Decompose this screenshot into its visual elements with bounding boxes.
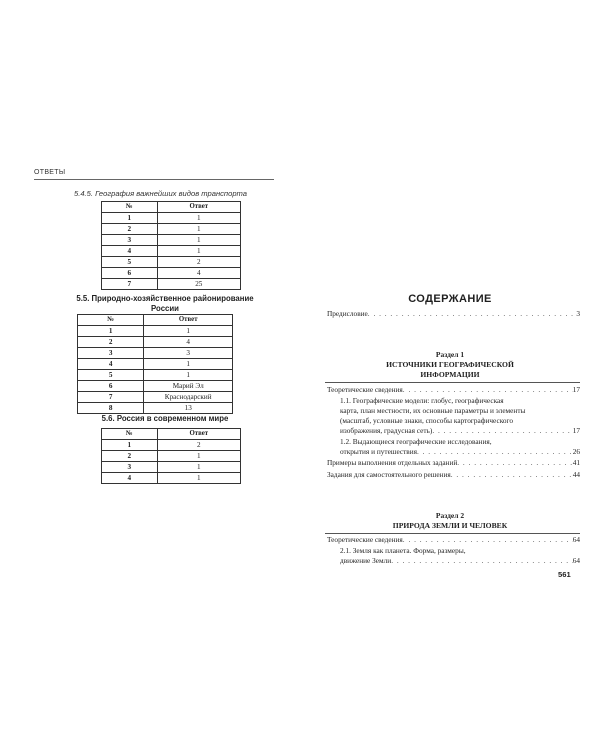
page-number: 561 bbox=[558, 570, 571, 579]
answer-cell: 1 bbox=[157, 462, 240, 473]
toc-leader-dots bbox=[417, 447, 573, 457]
answer-cell: 2 bbox=[157, 257, 240, 268]
answer-cell: 1 bbox=[157, 451, 240, 462]
column-header-answer: Ответ bbox=[157, 202, 240, 213]
answer-cell: 1 bbox=[144, 326, 233, 337]
answer-cell: 1 bbox=[157, 213, 240, 224]
toc-leader-dots bbox=[368, 309, 577, 319]
razdel-2-title: ПРИРОДА ЗЕМЛИ И ЧЕЛОВЕК bbox=[392, 521, 508, 530]
answer-cell: 1 bbox=[144, 370, 233, 381]
table-row bbox=[78, 337, 233, 348]
task-number-cell: 5 bbox=[102, 257, 158, 268]
table-row bbox=[102, 224, 241, 235]
header-rule bbox=[34, 179, 274, 180]
table-row bbox=[78, 392, 233, 403]
answer-cell: 4 bbox=[144, 337, 233, 348]
toc-page-number: 3 bbox=[576, 309, 580, 318]
table-row bbox=[102, 268, 241, 279]
answer-cell: 1 bbox=[144, 359, 233, 370]
task-number-cell: 3 bbox=[102, 462, 158, 473]
task-number-cell: 4 bbox=[102, 473, 158, 484]
table-row bbox=[78, 403, 233, 414]
task-number-cell: 4 bbox=[102, 246, 158, 257]
toc-page-number: 64 bbox=[572, 556, 580, 565]
table-header-row bbox=[102, 202, 241, 213]
toc-leader-dots bbox=[391, 556, 573, 566]
toc-entry-text: Теоретические сведения bbox=[327, 535, 403, 544]
task-number-cell: 2 bbox=[78, 337, 144, 348]
answer-cell: 1 bbox=[157, 235, 240, 246]
toc-title: СОДЕРЖАНИЕ bbox=[408, 293, 492, 305]
toc-item-1-2-line1: 1.2. Выдающиеся географические исследования, bbox=[340, 437, 492, 446]
razdel-1-title-line1: ИСТОЧНИКИ ГЕОГРАФИЧЕСКОЙ bbox=[386, 360, 514, 369]
table-row bbox=[102, 473, 241, 484]
toc-page-number: 64 bbox=[572, 535, 580, 544]
toc-page-number: 44 bbox=[572, 470, 580, 479]
toc-entry-text: движение Земли bbox=[340, 556, 392, 565]
answer-cell: 1 bbox=[157, 224, 240, 235]
table-row bbox=[78, 326, 233, 337]
answer-cell: Марий Эл bbox=[144, 381, 233, 392]
answer-cell: Краснодарский bbox=[144, 392, 233, 403]
answer-table-55 bbox=[77, 314, 233, 414]
answer-table-56 bbox=[101, 428, 241, 484]
toc-leader-dots bbox=[403, 535, 573, 545]
column-header-answer: Ответ bbox=[157, 429, 240, 440]
toc-entry-text: изображения, градусная сеть) bbox=[340, 426, 433, 435]
task-number-cell: 1 bbox=[78, 326, 144, 337]
table-header-row bbox=[78, 315, 233, 326]
column-header-number: № bbox=[102, 202, 158, 213]
toc-divider bbox=[325, 382, 580, 383]
answer-cell: 4 bbox=[157, 268, 240, 279]
table-row bbox=[102, 257, 241, 268]
toc-item-2-1-line2 bbox=[340, 556, 580, 566]
task-number-cell: 1 bbox=[102, 440, 158, 451]
task-number-cell: 6 bbox=[78, 381, 144, 392]
column-header-number: № bbox=[78, 315, 144, 326]
task-number-cell: 7 bbox=[78, 392, 144, 403]
toc-leader-dots bbox=[457, 458, 572, 468]
toc-leader-dots bbox=[403, 385, 573, 395]
answer-cell: 1 bbox=[157, 246, 240, 257]
section-56-title: 5.6. Россия в современном мире bbox=[101, 414, 229, 423]
toc-page-number: 26 bbox=[572, 447, 580, 456]
section-545-title: 5.4.5. География важнейших видов транспорта bbox=[74, 189, 248, 198]
table-row bbox=[102, 213, 241, 224]
razdel-2-label: Раздел 2 bbox=[435, 511, 465, 520]
task-number-cell: 1 bbox=[102, 213, 158, 224]
toc-entry-tasks bbox=[327, 470, 580, 480]
toc-entry-examples bbox=[327, 458, 580, 468]
column-header-answer: Ответ bbox=[144, 315, 233, 326]
toc-entry-text: открытия и путешествия bbox=[340, 447, 417, 456]
toc-leader-dots bbox=[432, 426, 572, 436]
toc-entry-text: Предисловие bbox=[327, 309, 368, 318]
toc-entry-text: Теоретические сведения bbox=[327, 385, 403, 394]
razdel-1-label: Раздел 1 bbox=[435, 350, 465, 359]
toc-item-1-1-line4 bbox=[340, 426, 580, 436]
toc-page-number: 17 bbox=[572, 385, 580, 394]
section-55-title bbox=[40, 294, 290, 314]
toc-divider bbox=[325, 533, 580, 534]
section-55-title-line2: России bbox=[151, 304, 179, 313]
right-page bbox=[300, 0, 600, 750]
answer-cell: 2 bbox=[157, 440, 240, 451]
table-row bbox=[78, 370, 233, 381]
task-number-cell: 3 bbox=[78, 348, 144, 359]
table-row bbox=[102, 451, 241, 462]
answer-table-545 bbox=[101, 201, 241, 290]
section-55-title-line1: 5.5. Природно-хозяйственное районирование bbox=[76, 294, 254, 303]
toc-item-1-1-line2: карта, план местности, их основные параметры и элементы bbox=[340, 406, 526, 415]
running-head: ОТВЕТЫ bbox=[34, 169, 66, 176]
task-number-cell: 4 bbox=[78, 359, 144, 370]
table-row bbox=[102, 279, 241, 290]
table-row bbox=[102, 440, 241, 451]
task-number-cell: 3 bbox=[102, 235, 158, 246]
table-row bbox=[78, 359, 233, 370]
toc-entry-text: Задания для самостоятельного решения bbox=[327, 470, 451, 479]
toc-page-number: 41 bbox=[572, 458, 580, 467]
task-number-cell: 8 bbox=[78, 403, 144, 414]
task-number-cell: 2 bbox=[102, 451, 158, 462]
razdel-1-title-line2: ИНФОРМАЦИИ bbox=[420, 370, 480, 379]
toc-item-1-1-line1: 1.1. Географические модели: глобус, географическая bbox=[340, 396, 504, 405]
task-number-cell: 2 bbox=[102, 224, 158, 235]
toc-entry-theory-2 bbox=[327, 535, 580, 545]
toc-leader-dots bbox=[451, 470, 573, 480]
toc-page-number: 17 bbox=[572, 426, 580, 435]
toc-item-1-2-line2 bbox=[340, 447, 580, 457]
answer-cell: 3 bbox=[144, 348, 233, 359]
table-row bbox=[102, 462, 241, 473]
column-header-number: № bbox=[102, 429, 158, 440]
table-header-row bbox=[102, 429, 241, 440]
task-number-cell: 5 bbox=[78, 370, 144, 381]
table-row bbox=[102, 246, 241, 257]
task-number-cell: 6 bbox=[102, 268, 158, 279]
toc-item-2-1-line1: 2.1. Земля как планета. Форма, размеры, bbox=[340, 546, 466, 555]
answer-cell: 1 bbox=[157, 473, 240, 484]
toc-entry-theory-1 bbox=[327, 385, 580, 395]
task-number-cell: 7 bbox=[102, 279, 158, 290]
table-row bbox=[102, 235, 241, 246]
toc-entry-text: Примеры выполнения отдельных заданий bbox=[327, 458, 458, 467]
table-row bbox=[78, 381, 233, 392]
answer-cell: 13 bbox=[144, 403, 233, 414]
toc-entry-preface bbox=[327, 309, 580, 319]
answer-cell: 25 bbox=[157, 279, 240, 290]
table-row bbox=[78, 348, 233, 359]
toc-item-1-1-line3: (масштаб, условные знаки, способы картографического bbox=[340, 416, 513, 425]
